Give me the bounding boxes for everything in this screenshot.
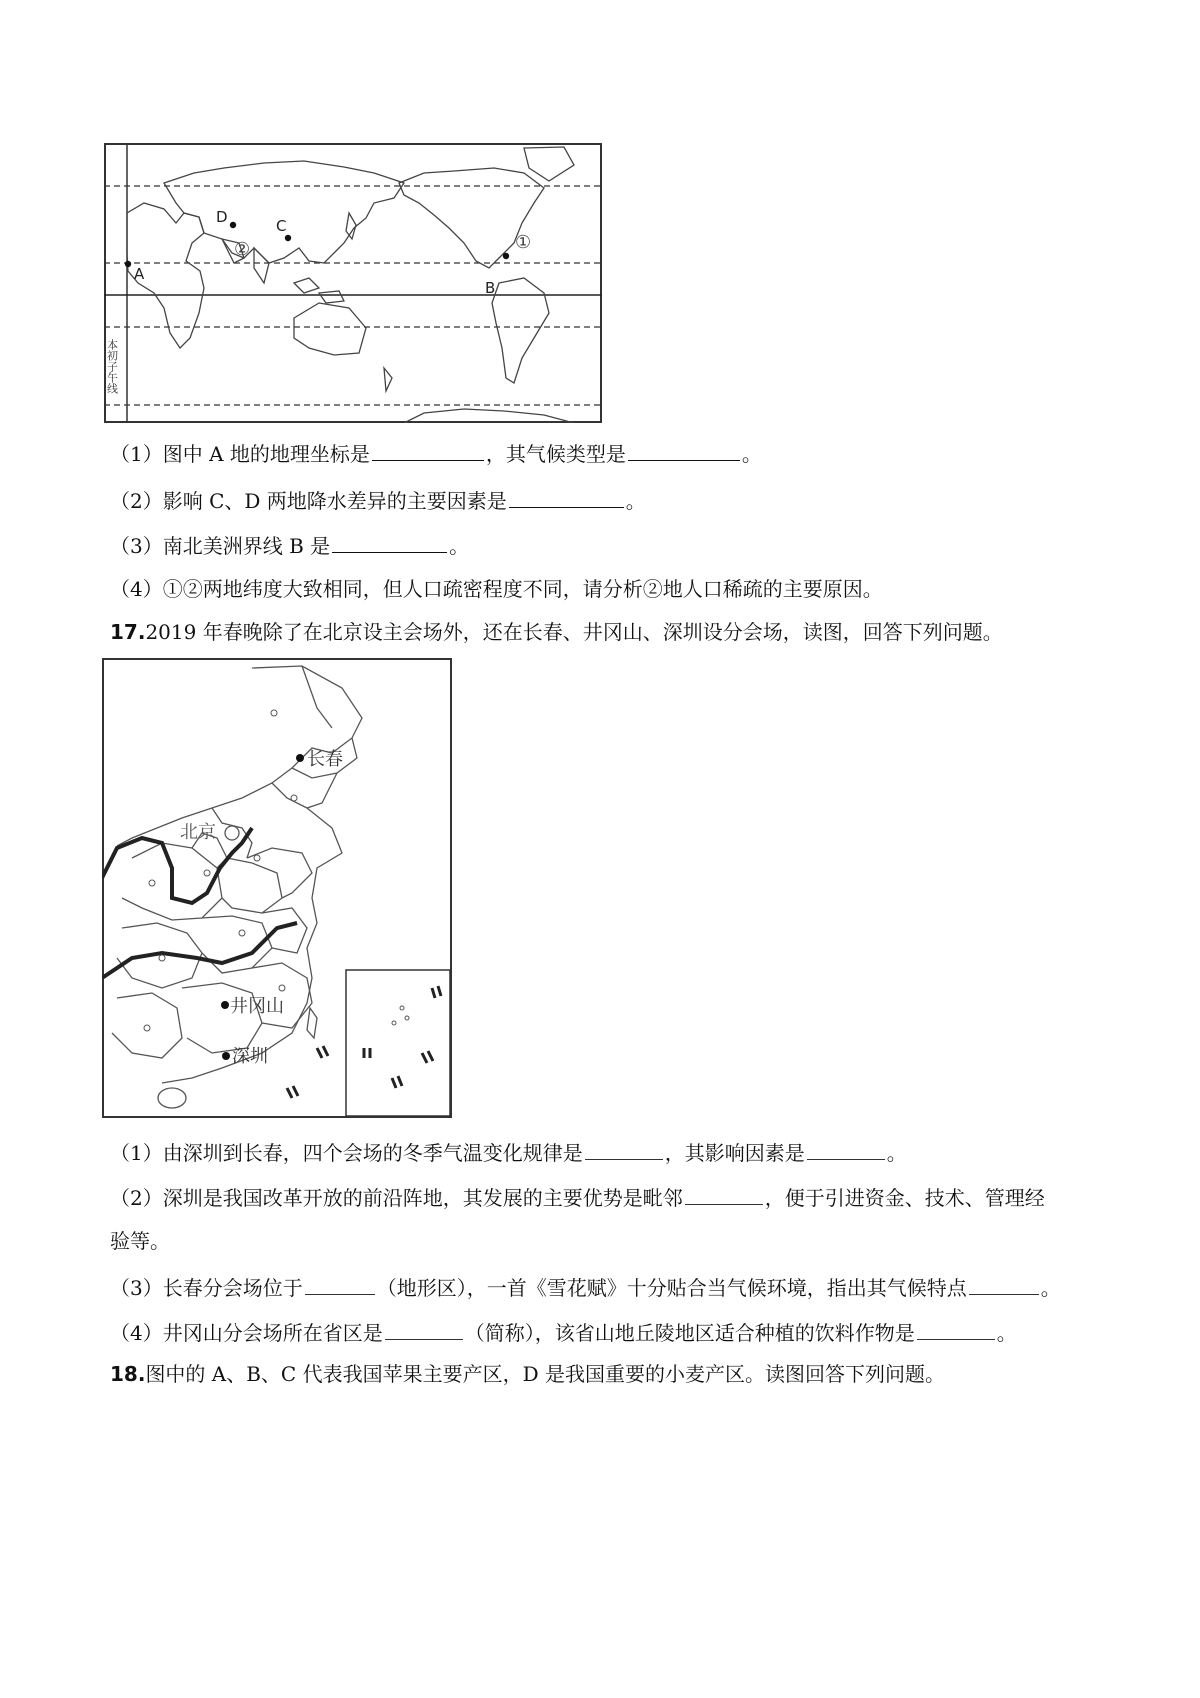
point-b-marker xyxy=(503,253,509,259)
point-a-label: A xyxy=(134,265,145,283)
point-c-label: C xyxy=(276,217,287,235)
q17-part3: （3）长春分会场位于 （地形区），一首《雪花赋》十分贴合当气候环境，指出其气候特点 。 xyxy=(110,1272,1061,1302)
point-d-marker xyxy=(230,222,236,228)
q16-part1-blank-2[interactable] xyxy=(628,438,740,461)
world-map xyxy=(104,143,602,423)
china-map xyxy=(102,658,452,1118)
changchun-marker xyxy=(296,754,304,762)
point-d-label: D xyxy=(216,208,228,226)
q17-part2-continued: 验等。 xyxy=(110,1229,170,1253)
q16-part2: （2）影响 C、D 两地降水差异的主要因素是 。 xyxy=(110,485,646,515)
beijing-label: 北京 xyxy=(180,822,216,843)
world-map-figure xyxy=(104,143,602,423)
q17-part3-blank-2[interactable] xyxy=(969,1272,1039,1295)
q17-part3-blank-1[interactable] xyxy=(305,1272,375,1295)
q18-stem: 18.图中的 A、B、C 代表我国苹果主要产区，D 是我国重要的小麦产区。读图回答下列问题。 xyxy=(110,1362,945,1386)
q17-part1-blank-2[interactable] xyxy=(807,1137,885,1160)
point-a-marker xyxy=(125,261,131,267)
changchun-label: 长春 xyxy=(307,749,343,770)
q16-part2-blank[interactable] xyxy=(509,485,624,508)
area-1-label: ① xyxy=(515,232,532,253)
point-c-marker xyxy=(285,235,291,241)
q17-part2-blank[interactable] xyxy=(685,1182,763,1205)
q17-part1-blank-1[interactable] xyxy=(585,1137,663,1160)
q17-part2: （2）深圳是我国改革开放的前沿阵地，其发展的主要优势是毗邻 ，便于引进资金、技术、管理经 xyxy=(110,1182,1045,1212)
prime-meridian-label: 本初子午线 xyxy=(105,339,119,394)
q17-part4-blank-1[interactable] xyxy=(385,1317,463,1340)
q16-part1: （1）图中 A 地的地理坐标是 ，其气候类型是 。 xyxy=(110,438,762,468)
q16-part3: （3）南北美洲界线 B 是 。 xyxy=(110,530,469,560)
q16-part1-blank-1[interactable] xyxy=(372,438,484,461)
shenzhen-marker xyxy=(222,1052,230,1060)
q17-part4-blank-2[interactable] xyxy=(917,1317,995,1340)
area-2-label: ② xyxy=(234,239,251,260)
jinggangshan-marker xyxy=(221,1001,229,1009)
q17-stem: 17.2019 年春晚除了在北京设主会场外，还在长春、井冈山、深圳设分会场，读图，回答下列问题。 xyxy=(110,620,1003,644)
q16-part3-blank[interactable] xyxy=(332,530,447,553)
jinggangshan-label: 井冈山 xyxy=(230,996,284,1017)
shenzhen-label: 深圳 xyxy=(232,1046,268,1067)
q17-part1: （1）由深圳到长春，四个会场的冬季气温变化规律是 ，其影响因素是 。 xyxy=(110,1137,907,1167)
q16-part4: （4）①②两地纬度大致相同，但人口疏密程度不同，请分析②地人口稀疏的主要原因。 xyxy=(110,577,883,601)
q17-part4: （4）井冈山分会场所在省区是 （简称），该省山地丘陵地区适合种植的饮料作物是 。 xyxy=(110,1317,1017,1347)
point-b-label: B xyxy=(485,279,496,297)
china-map-figure xyxy=(102,658,452,1118)
